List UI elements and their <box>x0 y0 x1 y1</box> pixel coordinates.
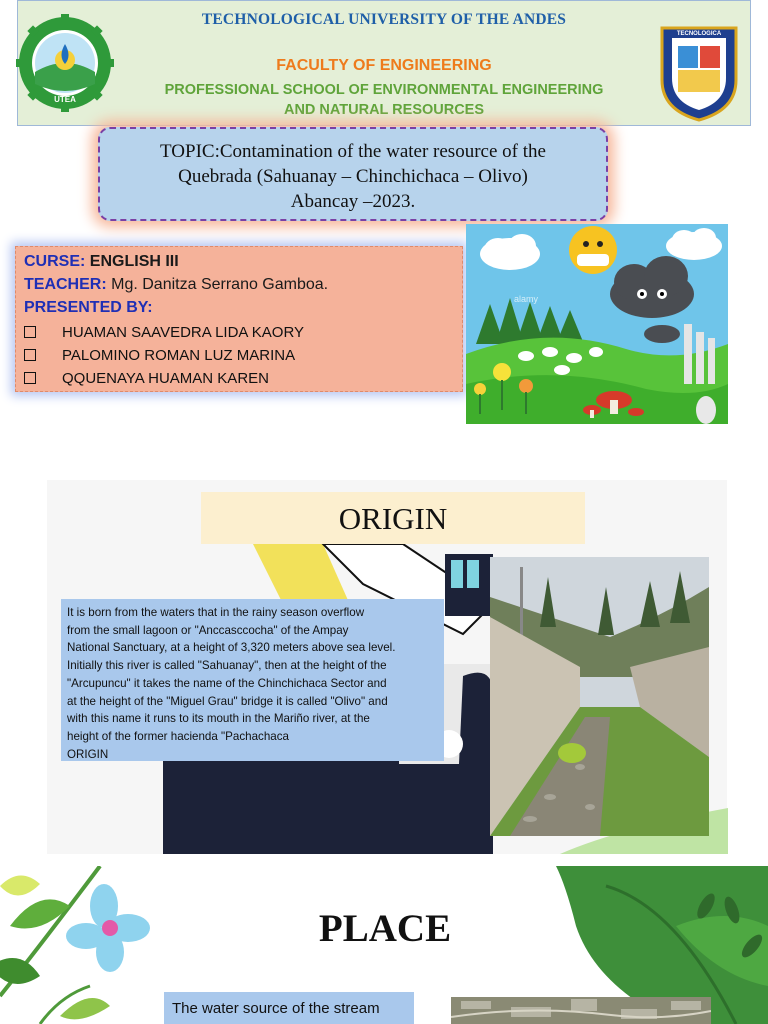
member-name: PALOMINO ROMAN LUZ MARINA <box>62 347 296 364</box>
topic-line3: Abancay –2023. <box>290 191 416 212</box>
curse-label: CURSE: <box>24 253 86 270</box>
place-description <box>164 992 414 1024</box>
teacher-value: Mg. Danitza Serrano Gamboa. <box>111 276 329 293</box>
origin-text-line: It is born from the waters that in the rainy season overflow <box>67 606 365 619</box>
topic-box <box>98 127 608 221</box>
aerial-map-illustration <box>451 997 711 1024</box>
teacher-row <box>24 276 328 294</box>
curse-value: ENGLISH III <box>89 253 179 270</box>
utea-logo-label: UTEA <box>54 95 76 104</box>
course-info-box <box>15 246 463 392</box>
place-title: PLACE <box>318 907 452 950</box>
place-aerial-map <box>451 997 711 1024</box>
member-item <box>24 370 269 387</box>
presented-by-row <box>24 299 153 317</box>
topic-line2: Quebrada (Sahuanay – Chinchichaca – Olivo) <box>178 166 528 187</box>
utea-logo <box>16 14 114 112</box>
header-banner <box>17 0 751 126</box>
school-name <box>108 80 660 120</box>
flower-decoration <box>0 866 170 1024</box>
university-name: TECHNOLOGICAL UNIVERSITY OF THE ANDES <box>201 11 567 28</box>
member-item <box>24 347 295 364</box>
origin-text-line: at the height of the "Miguel Grau" bridge it is called "Olivo" and <box>67 694 388 708</box>
university-crest <box>654 20 744 122</box>
crest-label: TECNOLOGICA <box>676 31 722 37</box>
origin-text-line: from the small lagoon or "Anccasccocha" of the Ampay <box>67 623 349 637</box>
origin-title: ORIGIN <box>201 492 585 544</box>
sun-icon <box>569 226 617 274</box>
school-name-line2: AND NATURAL RESOURCES <box>283 102 485 118</box>
stream-photo <box>490 557 709 836</box>
teacher-label: TEACHER: <box>24 276 107 293</box>
place-text-line: The water source of the stream <box>172 1000 380 1017</box>
checkbox-bullet-icon <box>24 372 36 384</box>
faculty-name: FACULTY OF ENGINEERING <box>276 57 492 74</box>
watermark-text: alamy <box>514 294 539 304</box>
origin-description <box>61 599 444 761</box>
member-name: HUAMAN SAAVEDRA LIDA KAORY <box>62 324 305 341</box>
member-item <box>24 324 304 341</box>
origin-text-line: with this name it runs to its mouth in the Mariño river, at the <box>67 712 370 726</box>
pollution-cartoon <box>466 224 728 424</box>
presented-by-label: PRESENTED BY: <box>24 299 153 316</box>
origin-text-line: Initially this river is called "Sahuanay", then at the height of the <box>67 659 387 673</box>
school-name-line1: PROFESSIONAL SCHOOL OF ENVIRONMENTAL ENGINEERING <box>164 82 604 98</box>
origin-text-line: "Arcupuncu" it takes the name of the Chinchichaca Sector and <box>67 676 387 690</box>
origin-text-line: ORIGIN <box>67 747 109 761</box>
curse-row <box>24 253 179 271</box>
checkbox-bullet-icon <box>24 326 36 338</box>
topic-line1: TOPIC:Contamination of the water resource of the <box>160 141 546 162</box>
stream-photo-illustration <box>490 557 709 836</box>
member-name: QQUENAYA HUAMAN KAREN <box>62 370 269 387</box>
checkbox-bullet-icon <box>24 349 36 361</box>
cartoon-illustration <box>466 224 728 424</box>
origin-text-line: height of the former hacienda "Pachachaca <box>67 729 289 743</box>
origin-text-line: National Sanctuary, at a height of 3,320 meters above sea level. <box>67 641 396 655</box>
